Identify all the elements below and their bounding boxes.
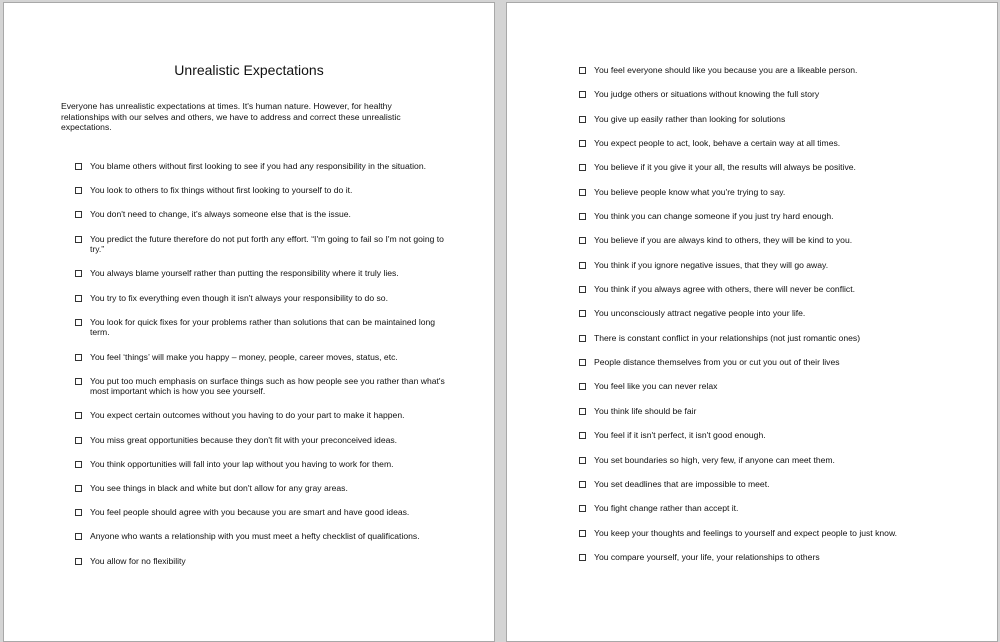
checkbox-square-icon[interactable]	[579, 359, 586, 366]
checkbox-square-icon[interactable]	[75, 533, 82, 540]
checklist-item	[578, 284, 948, 295]
checklist-item	[74, 268, 446, 279]
checkbox-square-icon[interactable]	[75, 295, 82, 302]
checklist-item	[578, 552, 948, 563]
checklist-item	[74, 234, 446, 255]
checklist-item	[578, 503, 948, 514]
checklist-item	[74, 317, 446, 338]
checklist-item-text: There is constant conflict in your relationships (not just romantic ones)	[594, 332, 861, 343]
checklist-item-text: You look for quick fixes for your problems rather than solutions that can be maintained long term.	[90, 316, 436, 338]
checklist-item	[578, 479, 948, 490]
checklist-item	[74, 352, 446, 363]
checklist-item	[578, 138, 948, 149]
checkbox-square-icon[interactable]	[75, 437, 82, 444]
checklist-item	[74, 507, 446, 518]
checkbox-square-icon[interactable]	[75, 412, 82, 419]
checkbox-square-icon[interactable]	[579, 383, 586, 390]
checkbox-square-icon[interactable]	[75, 163, 82, 170]
checkbox-square-icon[interactable]	[75, 211, 82, 218]
checklist-item	[578, 333, 948, 344]
checklist-item-text: You keep your thoughts and feelings to yourself and expect people to just know.	[594, 527, 898, 538]
checkbox-square-icon[interactable]	[579, 505, 586, 512]
checklist-item-text: You believe if you are always kind to others, they will be kind to you.	[594, 235, 853, 246]
checkbox-square-icon[interactable]	[579, 408, 586, 415]
checklist-item-text: People distance themselves from you or cut you out of their lives	[594, 357, 840, 368]
checklist-item-text: You feel like you can never relax	[594, 381, 718, 392]
checklist-item-text: You judge others or situations without knowing the full story	[594, 89, 820, 100]
checklist-item	[74, 435, 446, 446]
checklist-item	[578, 406, 948, 417]
checkbox-square-icon[interactable]	[579, 67, 586, 74]
checklist-item	[578, 211, 948, 222]
checklist-left	[74, 161, 446, 580]
checklist-item-text: You predict the future therefore do not put forth any effort. “I'm going to fail so I'm not going to try.”	[90, 233, 444, 255]
checkbox-square-icon[interactable]	[579, 116, 586, 123]
checklist-item-text: You don't need to change, it's always someone else that is the issue.	[90, 209, 351, 220]
checklist-right	[578, 65, 948, 576]
checklist-item-text: Anyone who wants a relationship with you must meet a hefty checklist of qualifications.	[90, 531, 420, 542]
checklist-item-text: You believe people know what you're trying to say.	[594, 186, 786, 197]
checklist-item-text: You try to fix everything even though it isn't always your responsibility to do so.	[90, 292, 388, 303]
document-page-1	[3, 2, 495, 642]
checklist-item-text: You think opportunities will fall into your lap without you having to work for them.	[90, 458, 394, 469]
checkbox-square-icon[interactable]	[579, 140, 586, 147]
checklist-item-text: You feel ‘things’ will make you happy – money, people, career moves, status, etc.	[90, 351, 398, 362]
checklist-item	[578, 65, 948, 76]
checkbox-square-icon[interactable]	[75, 461, 82, 468]
checkbox-square-icon[interactable]	[579, 310, 586, 317]
checklist-item	[74, 531, 446, 542]
checklist-item-text: You see things in black and white but don't allow for any gray areas.	[90, 483, 348, 494]
checklist-item-text: You expect people to act, look, behave a certain way at all times.	[594, 138, 841, 149]
checklist-item	[578, 89, 948, 100]
document-title: Unrealistic Expectations	[174, 62, 324, 78]
checklist-item	[578, 455, 948, 466]
checkbox-square-icon[interactable]	[75, 558, 82, 565]
checklist-item	[578, 357, 948, 368]
intro-paragraph: Everyone has unrealistic expectations at times. It's human nature. However, for healthy relationships with our selves and others, we have to address and correct these unrealistic expectations.	[61, 101, 401, 133]
checkbox-square-icon[interactable]	[75, 236, 82, 243]
checkbox-square-icon[interactable]	[75, 354, 82, 361]
checkbox-square-icon[interactable]	[579, 432, 586, 439]
checklist-item-text: You miss great opportunities because they don't fit with your preconceived ideas.	[90, 434, 398, 445]
checkbox-square-icon[interactable]	[579, 91, 586, 98]
checklist-item	[578, 430, 948, 441]
checklist-item-text: You think if you ignore negative issues, that they will go away.	[594, 259, 829, 270]
checkbox-square-icon[interactable]	[579, 335, 586, 342]
checklist-item-text: You blame others without first looking to see if you had any responsibility in the situation.	[90, 161, 426, 171]
checkbox-square-icon[interactable]	[75, 509, 82, 516]
checklist-item	[74, 161, 446, 172]
checklist-item-text: You expect certain outcomes without you having to do your part to make it happen.	[90, 410, 405, 421]
checklist-item-text: You feel everyone should like you because you are a likeable person.	[594, 65, 858, 75]
checklist-item	[74, 293, 446, 304]
checklist-item	[578, 381, 948, 392]
checklist-item	[74, 185, 446, 196]
checkbox-square-icon[interactable]	[579, 457, 586, 464]
checklist-item-text: You compare yourself, your life, your relationships to others	[594, 551, 820, 562]
checklist-item-text: You allow for no flexibility	[90, 555, 186, 566]
checklist-item	[578, 235, 948, 246]
checklist-item-text: You feel people should agree with you because you are smart and have good ideas.	[90, 507, 410, 518]
checkbox-square-icon[interactable]	[579, 554, 586, 561]
checklist-item	[578, 187, 948, 198]
checklist-item-text: You set boundaries so high, very few, if anyone can meet them.	[594, 454, 835, 465]
checklist-item	[578, 114, 948, 125]
checkbox-square-icon[interactable]	[579, 237, 586, 244]
checklist-item-text: You believe if it you give it your all, the results will always be positive.	[594, 162, 856, 173]
checklist-item	[578, 260, 948, 271]
checklist-item-text: You put too much emphasis on surface things such as how people see you rather than what's most important which is how you see yourself.	[90, 375, 445, 397]
checklist-item-text: You set deadlines that are impossible to meet.	[594, 478, 770, 489]
checkbox-square-icon[interactable]	[75, 187, 82, 194]
checkbox-square-icon[interactable]	[75, 270, 82, 277]
checkbox-square-icon[interactable]	[75, 485, 82, 492]
checklist-item-text: You feel if it isn't perfect, it isn't good enough.	[594, 430, 766, 441]
checklist-item	[74, 556, 446, 567]
checkbox-square-icon[interactable]	[75, 378, 82, 385]
checklist-item-text: You think if you always agree with others, there will never be conflict.	[594, 284, 855, 295]
checklist-item	[74, 459, 446, 470]
checklist-item-text: You think life should be fair	[594, 405, 697, 416]
checkbox-square-icon[interactable]	[579, 189, 586, 196]
checkbox-square-icon[interactable]	[579, 164, 586, 171]
checkbox-square-icon[interactable]	[579, 530, 586, 537]
checklist-item	[74, 376, 446, 397]
checklist-item-text: You fight change rather than accept it.	[594, 503, 739, 514]
checklist-item	[578, 528, 948, 539]
checklist-item-text: You unconsciously attract negative people into your life.	[594, 308, 806, 319]
document-page-2	[506, 2, 998, 642]
checkbox-square-icon[interactable]	[579, 262, 586, 269]
checklist-item-text: You always blame yourself rather than putting the responsibility where it truly lies.	[90, 268, 399, 279]
checkbox-square-icon[interactable]	[579, 213, 586, 220]
checklist-item	[578, 308, 948, 319]
checkbox-square-icon[interactable]	[75, 319, 82, 326]
checklist-item	[74, 410, 446, 421]
checkbox-square-icon[interactable]	[579, 481, 586, 488]
checkbox-square-icon[interactable]	[579, 286, 586, 293]
checklist-item	[74, 209, 446, 220]
checklist-item-text: You look to others to fix things without first looking to yourself to do it.	[90, 185, 353, 196]
checklist-item-text: You think you can change someone if you just try hard enough.	[594, 211, 834, 222]
checklist-item	[578, 162, 948, 173]
checklist-item	[74, 483, 446, 494]
checklist-item-text: You give up easily rather than looking for solutions	[594, 113, 786, 124]
